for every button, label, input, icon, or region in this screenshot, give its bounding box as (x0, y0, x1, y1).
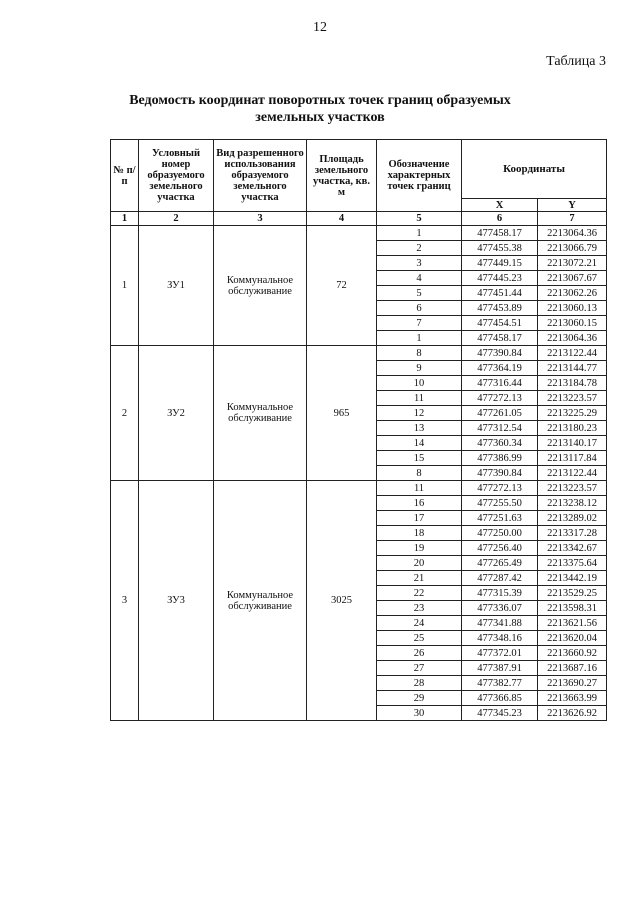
coordinate-x: 477261.05 (462, 406, 538, 421)
parcel-area: 965 (307, 346, 377, 481)
coordinate-x: 477251.63 (462, 511, 538, 526)
point-label: 26 (377, 646, 462, 661)
coordinate-x: 477390.84 (462, 466, 538, 481)
point-label: 9 (377, 361, 462, 376)
point-label: 15 (377, 451, 462, 466)
parcel-name: ЗУ3 (139, 481, 214, 721)
parcel-area: 3025 (307, 481, 377, 721)
point-label: 10 (377, 376, 462, 391)
point-label: 1 (377, 331, 462, 346)
coordinate-y: 2213289.02 (538, 511, 607, 526)
column-number-row (111, 212, 607, 226)
parcel-name: ЗУ2 (139, 346, 214, 481)
coordinate-y: 2213660.92 (538, 646, 607, 661)
coordinate-x: 477364.19 (462, 361, 538, 376)
point-label: 8 (377, 466, 462, 481)
point-label: 30 (377, 706, 462, 721)
coordinate-y: 2213060.15 (538, 316, 607, 331)
coordinate-x: 477255.50 (462, 496, 538, 511)
coordinate-y: 2213117.84 (538, 451, 607, 466)
coordinate-x: 477287.42 (462, 571, 538, 586)
point-label: 22 (377, 586, 462, 601)
coordinates-table (110, 139, 607, 721)
title-line-2: земельных участков (255, 110, 385, 125)
coordinate-x: 477256.40 (462, 541, 538, 556)
coordinate-x: 477312.54 (462, 421, 538, 436)
coordinate-x: 477453.89 (462, 301, 538, 316)
coordinate-x: 477345.23 (462, 706, 538, 721)
point-label: 20 (377, 556, 462, 571)
title-line-1: Ведомость координат поворотных точек границ образуемых (129, 93, 511, 108)
point-label: 8 (377, 346, 462, 361)
coordinate-x: 477454.51 (462, 316, 538, 331)
coordinate-x: 477366.85 (462, 691, 538, 706)
parcel-number: 2 (111, 346, 139, 481)
point-label: 7 (377, 316, 462, 331)
coordinate-y: 2213067.67 (538, 271, 607, 286)
coordinate-y: 2213184.78 (538, 376, 607, 391)
table-row (111, 226, 607, 241)
coordinate-x: 477315.39 (462, 586, 538, 601)
coordinate-x: 477272.13 (462, 481, 538, 496)
coordinate-x: 477341.88 (462, 616, 538, 631)
column-number: 1 (111, 212, 139, 226)
coordinate-y: 2213442.19 (538, 571, 607, 586)
coordinate-x: 477316.44 (462, 376, 538, 391)
column-number: 2 (139, 212, 214, 226)
coordinate-y: 2213238.12 (538, 496, 607, 511)
coordinate-y: 2213144.77 (538, 361, 607, 376)
coordinate-x: 477387.91 (462, 661, 538, 676)
coordinate-x: 477386.99 (462, 451, 538, 466)
coordinate-y: 2213223.57 (538, 391, 607, 406)
coordinate-x: 477458.17 (462, 331, 538, 346)
point-label: 3 (377, 256, 462, 271)
point-label: 25 (377, 631, 462, 646)
permitted-use: Коммунальное обслуживание (214, 346, 307, 481)
column-number: 7 (538, 212, 607, 226)
coordinate-y: 2213317.28 (538, 526, 607, 541)
coordinate-y: 2213690.27 (538, 676, 607, 691)
coordinate-x: 477250.00 (462, 526, 538, 541)
point-label: 5 (377, 286, 462, 301)
coordinate-x: 477272.13 (462, 391, 538, 406)
coordinate-y: 2213663.99 (538, 691, 607, 706)
coordinate-y: 2213062.26 (538, 286, 607, 301)
table-body (111, 226, 607, 721)
coordinate-x: 477265.49 (462, 556, 538, 571)
coordinate-y: 2213342.67 (538, 541, 607, 556)
column-number: 3 (214, 212, 307, 226)
point-label: 27 (377, 661, 462, 676)
coordinate-y: 2213122.44 (538, 346, 607, 361)
point-label: 4 (377, 271, 462, 286)
coordinate-y: 2213072.21 (538, 256, 607, 271)
point-label: 1 (377, 226, 462, 241)
coordinate-y: 2213529.25 (538, 586, 607, 601)
column-number: 5 (377, 212, 462, 226)
point-label: 28 (377, 676, 462, 691)
coordinate-y: 2213066.79 (538, 241, 607, 256)
point-label: 29 (377, 691, 462, 706)
coordinate-y: 2213687.16 (538, 661, 607, 676)
coordinate-x: 477458.17 (462, 226, 538, 241)
page-number: 12 (313, 20, 327, 35)
point-label: 23 (377, 601, 462, 616)
point-label: 21 (377, 571, 462, 586)
coordinate-y: 2213064.36 (538, 331, 607, 346)
point-label: 11 (377, 481, 462, 496)
coordinate-x: 477449.15 (462, 256, 538, 271)
parcel-area: 72 (307, 226, 377, 346)
coordinate-y: 2213620.04 (538, 631, 607, 646)
header-points: Обозначение характерных точек границ (377, 140, 462, 212)
header-parcel-name: Условный номер образуемого земельного участка (139, 140, 214, 212)
table-row (111, 481, 607, 496)
coordinate-x: 477360.34 (462, 436, 538, 451)
column-number: 4 (307, 212, 377, 226)
coordinate-x: 477382.77 (462, 676, 538, 691)
coordinate-y: 2213180.23 (538, 421, 607, 436)
point-label: 11 (377, 391, 462, 406)
point-label: 12 (377, 406, 462, 421)
coordinate-y: 2213064.36 (538, 226, 607, 241)
point-label: 17 (377, 511, 462, 526)
parcel-name: ЗУ1 (139, 226, 214, 346)
coordinate-x: 477455.38 (462, 241, 538, 256)
coordinate-y: 2213621.56 (538, 616, 607, 631)
coordinate-x: 477445.23 (462, 271, 538, 286)
coordinate-x: 477390.84 (462, 346, 538, 361)
point-label: 18 (377, 526, 462, 541)
coordinate-x: 477336.07 (462, 601, 538, 616)
point-label: 16 (377, 496, 462, 511)
header-x: X (462, 199, 538, 212)
coordinate-x: 477348.16 (462, 631, 538, 646)
header-number: № п/п (111, 140, 139, 212)
header-coordinates: Координаты (462, 140, 607, 199)
header-permitted-use: Вид разрешенного использования образуемого земельного участка (214, 140, 307, 212)
table-row (111, 346, 607, 361)
document-title (100, 92, 540, 126)
permitted-use: Коммунальное обслуживание (214, 226, 307, 346)
parcel-number: 3 (111, 481, 139, 721)
point-label: 13 (377, 421, 462, 436)
coordinate-y: 2213140.17 (538, 436, 607, 451)
point-label: 24 (377, 616, 462, 631)
coordinate-y: 2213223.57 (538, 481, 607, 496)
coordinate-y: 2213626.92 (538, 706, 607, 721)
point-label: 2 (377, 241, 462, 256)
coordinate-x: 477451.44 (462, 286, 538, 301)
header-y: Y (538, 199, 607, 212)
coordinate-y: 2213122.44 (538, 466, 607, 481)
coordinate-x: 477372.01 (462, 646, 538, 661)
point-label: 14 (377, 436, 462, 451)
header-area: Площадь земельного участка, кв. м (307, 140, 377, 212)
coordinate-y: 2213375.64 (538, 556, 607, 571)
parcel-number: 1 (111, 226, 139, 346)
point-label: 6 (377, 301, 462, 316)
point-label: 19 (377, 541, 462, 556)
column-number: 6 (462, 212, 538, 226)
coordinate-y: 2213598.31 (538, 601, 607, 616)
permitted-use: Коммунальное обслуживание (214, 481, 307, 721)
table-label: Таблица 3 (546, 54, 606, 69)
coordinate-y: 2213225.29 (538, 406, 607, 421)
coordinate-y: 2213060.13 (538, 301, 607, 316)
